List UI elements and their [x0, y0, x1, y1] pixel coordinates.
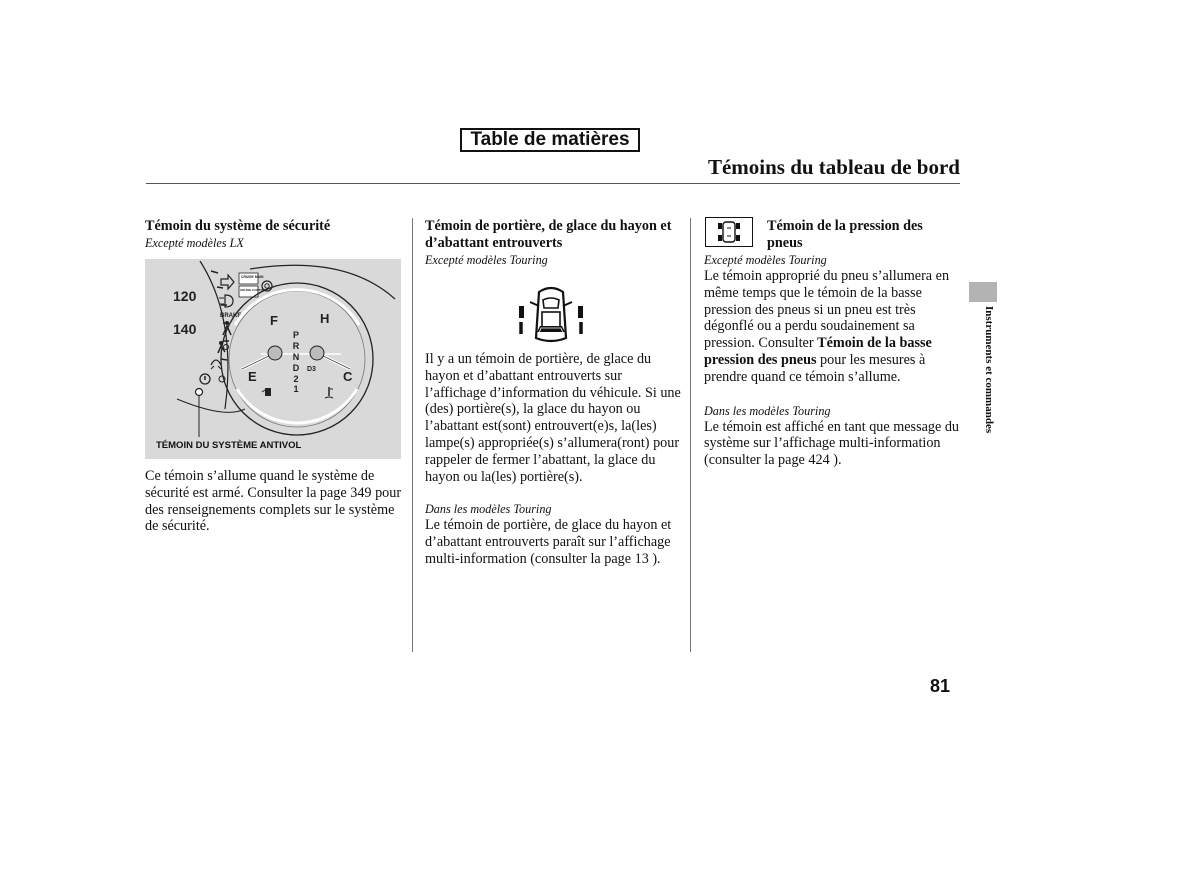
header-rule	[146, 183, 960, 184]
gear-d: D	[292, 363, 300, 373]
gear-r: R	[292, 341, 300, 351]
brake-label: BRAKE	[220, 313, 242, 319]
model-note: Excepté modèles Touring	[425, 252, 548, 267]
paragraph: Le témoin est affiché en tant que message du système sur l’affichage multi-information (consulter la page 424 ).	[704, 418, 960, 469]
section-heading: Témoin de portière, de glace du hayon et d’abattant entrouverts	[425, 218, 672, 251]
temp-cold-label: C	[343, 369, 353, 384]
turn-signal-icon	[221, 275, 234, 289]
temp-hot-label: H	[320, 311, 330, 326]
fuel-full-label: F	[270, 313, 278, 328]
column-security	[145, 218, 403, 251]
cross-reference: Témoin de la basse pression des pneus	[704, 335, 932, 368]
door-open-car-icon	[516, 282, 586, 354]
section-heading: Témoin de la pression des pneus	[767, 218, 923, 251]
tpms-heading-block	[767, 218, 957, 252]
section-heading: Témoin du système de sécurité	[145, 218, 331, 234]
section-tab-label: Instruments et commandes	[983, 306, 995, 434]
svg-text:CRUISE MAIN: CRUISE MAIN	[241, 275, 264, 279]
section-tab-marker	[969, 282, 997, 302]
vsa-icon	[211, 360, 221, 369]
column-divider	[412, 218, 413, 652]
page-number: 81	[930, 676, 951, 696]
gear-d3: D3	[307, 366, 316, 373]
paragraph: Le témoin approprié du pneu s’allumera en même temps que le témoin de la basse pression des pneus si un pneu est très dégonflé ou a perdu soudainement sa pression. Consulter Témoin de la basse pression des pneus pour les mesures à prendre quand ce témoin s’allume.	[704, 268, 950, 385]
speed-label-120: 120	[173, 288, 197, 304]
column-door-ajar	[425, 218, 681, 268]
gear-1: 1	[293, 384, 299, 394]
model-note: Excepté modèles LX	[145, 235, 244, 250]
door-ajar-body	[425, 351, 683, 568]
svg-text:CRUISE CONTROL: CRUISE CONTROL	[240, 288, 267, 292]
paragraph: Ce témoin s’allume quand le système de sécurité est armé. Consulter la page 349 pour des renseignements complets sur le système de sécurité.	[145, 468, 402, 535]
gear-n: N	[292, 352, 300, 362]
gear-2: 2	[293, 374, 299, 384]
table-of-contents-button[interactable]: Table de matières	[460, 128, 640, 152]
instrument-cluster-figure	[145, 259, 401, 459]
anti-theft-icon	[200, 374, 210, 384]
tire-pressure-icon	[705, 217, 753, 247]
paragraph: Le témoin de portière, de glace du hayon et d’abattant entrouverts paraît sur l’affichage multi-information (consulter la page 13 ).	[425, 517, 672, 567]
column-divider	[690, 218, 691, 652]
model-note: Excepté modèles Touring	[704, 253, 827, 267]
model-note: Dans les modèles Touring	[425, 502, 552, 517]
gear-p: P	[292, 330, 300, 340]
figure-caption: TÉMOIN DU SYSTÈME ANTIVOL	[156, 440, 302, 451]
fuel-empty-label: E	[248, 369, 257, 384]
security-body	[145, 468, 403, 535]
cruise-main-icon	[239, 273, 264, 284]
page-title: Témoins du tableau de bord	[707, 155, 960, 179]
model-note: Dans les modèles Touring	[704, 403, 831, 418]
column-tpms	[704, 252, 962, 469]
fuel-pump-icon	[262, 388, 271, 396]
coolant-temp-icon	[325, 387, 333, 398]
speed-label-140: 140	[173, 321, 197, 337]
paragraph: Il y a un témoin de portière, de glace du hayon et d’abattant entrouverts sur l’affichage d’information du véhicule. Si une (des) portière(s), la glace du hayon ou l’abattant est(sont) entrouvert(e)s, la(les) lampe(s) appropriée(s) s’allumera(ront) pour rappeler de fermer l’abattant, la glace du hayon ou la(les) portière(s).	[425, 351, 681, 485]
